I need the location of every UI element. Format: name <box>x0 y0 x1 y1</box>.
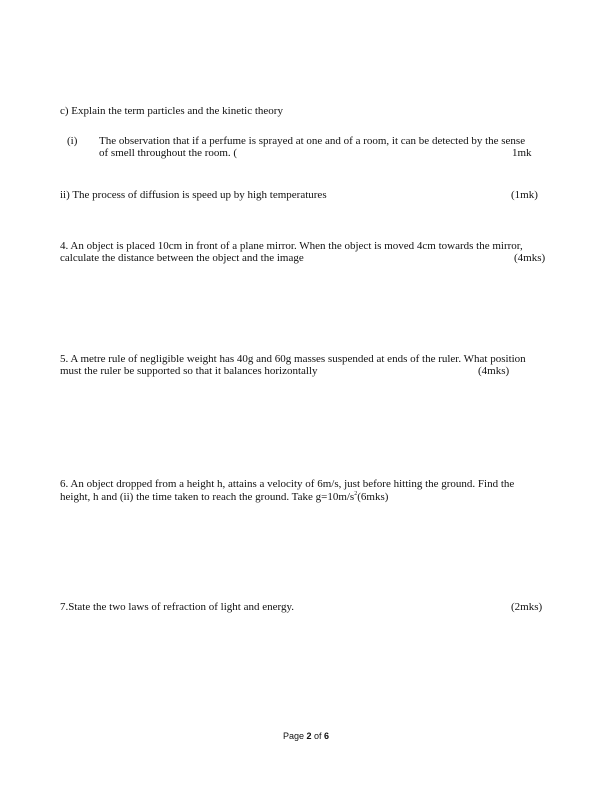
superscript: 2 <box>354 491 358 497</box>
question-5-line1: 5. A metre rule of negligible weight has 40g and 60g masses suspended at ends of the ruler. What position <box>60 353 526 365</box>
page-of: of <box>311 731 325 741</box>
question-c-ii-marks: (1mk) <box>511 189 538 201</box>
question-5-marks: (4mks) <box>478 365 510 377</box>
question-5-line2: must the ruler be supported so that it balances horizontally <box>60 365 318 377</box>
question-6-line1: 6. An object dropped from a height h, attains a velocity of 6m/s, just before hitting the ground. Find the <box>60 478 515 490</box>
question-c-i-line2: of smell throughout the room. ( <box>99 147 238 159</box>
page-label: Page <box>282 731 307 741</box>
total-pages: 6 <box>324 731 330 741</box>
page-number <box>0 731 612 741</box>
question-c-ii: ii) The process of diffusion is speed up by high temperatures <box>60 189 327 201</box>
question-6-marks: (6mks) <box>357 491 389 503</box>
current-page: 2 <box>306 731 312 741</box>
question-c-i-line1: The observation that if a perfume is sprayed at one and of a room, it can be detected by the sense <box>99 135 526 147</box>
question-c-i-marks: 1mk <box>512 147 532 159</box>
question-6-line2 <box>60 491 388 503</box>
question-7: 7.State the two laws of refraction of light and energy. <box>60 601 294 613</box>
question-6-text: height, h and (ii) the time taken to reach the ground. Take g=10m/s <box>60 491 355 503</box>
question-4-line1: 4. An object is placed 10cm in front of a plane mirror. When the object is moved 4cm towards the mirror, <box>60 240 523 252</box>
question-c: c) Explain the term particles and the kinetic theory <box>60 105 283 117</box>
question-7-marks: (2mks) <box>511 601 543 613</box>
question-4-marks: (4mks) <box>514 252 546 264</box>
question-c-i-number: (i) <box>67 135 78 147</box>
question-4-line2: calculate the distance between the object and the image <box>60 252 304 264</box>
